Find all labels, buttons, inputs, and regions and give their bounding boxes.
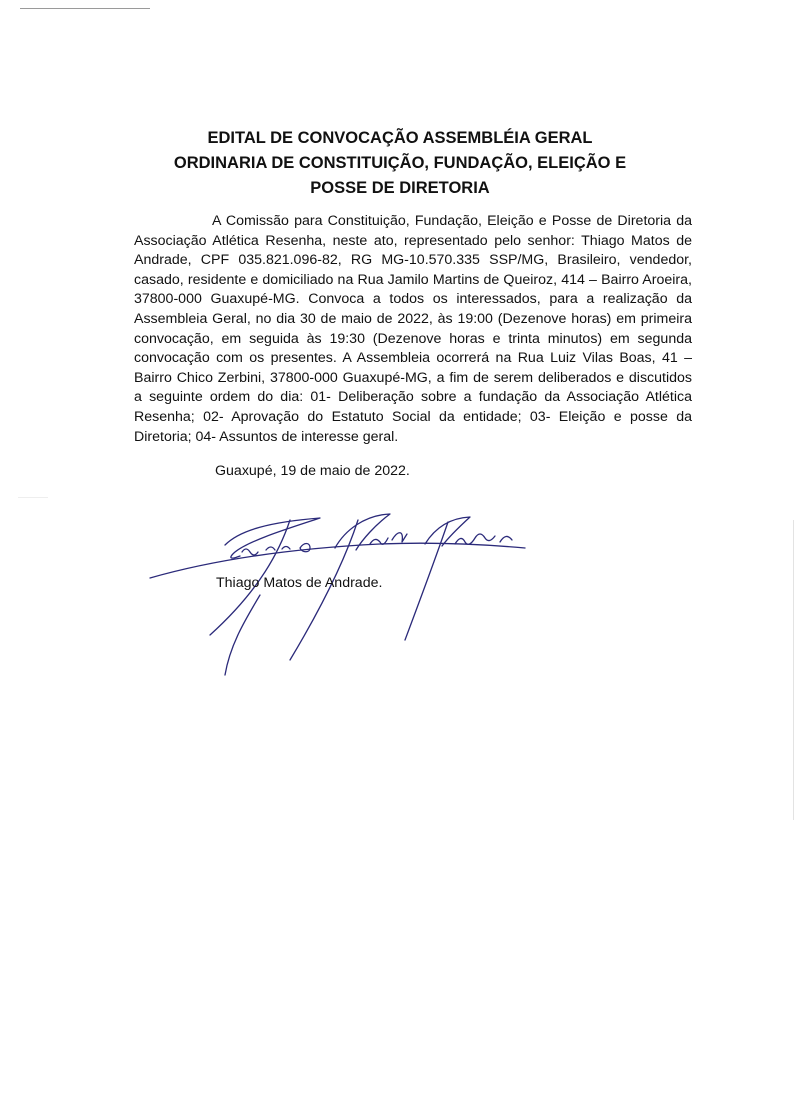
notice-body: A Comissão para Constituição, Fundação, Eleição e Posse de Diretoria da Associação Atlética Resenha, neste ato, representado pelo senhor: Thiago Matos de Andrade, CPF 035.821.096-82, RG MG-10.570.335 SSP/MG, Brasileiro, vendedor, casado, residente e domiciliado na Rua Jamilo Martins de Queiroz, 414 – Bairro Aroeira, 37800-000 Guaxupé-MG. Convoca a todos os interessados, para a realização da Assembleia Geral, no dia 30 de maio de 2022, às 19:00 (Dezenove horas) em primeira convocação, em seguida às 19:30 (Dezenove horas e trinta minutos) em segunda convocação com os presentes. A Assembleia ocorrerá na Rua Luiz Vilas Boas, 41 – Bairro Chico Zerbini, 37800-000 Guaxupé-MG, a fim de serem deliberados e discutidos a seguinte ordem do dia: 01- Deliberação sobre a fundação da Associação Atlética Resenha; 02- Aprovação do Estatuto Social da entidade; 03- Eleição e posse da Diretoria; 04- Assuntos de interesse geral. [134, 213, 692, 445]
title-line-1: EDITAL DE CONVOCAÇÃO ASSEMBLÉIA GERAL [207, 129, 593, 147]
title-line-3: POSSE DE DIRETORIA [310, 179, 490, 197]
title-line-2: ORDINARIA DE CONSTITUIÇÃO, FUNDAÇÃO, ELEIÇÃO E [173, 154, 627, 172]
signer-name: Thiago Matos de Andrade. [216, 575, 383, 591]
handwritten-signature [130, 500, 550, 690]
scan-edge-mark [793, 520, 794, 820]
scan-edge-mark [20, 8, 150, 9]
document-title [100, 126, 700, 201]
scan-smudge [18, 497, 48, 498]
date-line: Guaxupé, 19 de maio de 2022. [215, 463, 410, 479]
